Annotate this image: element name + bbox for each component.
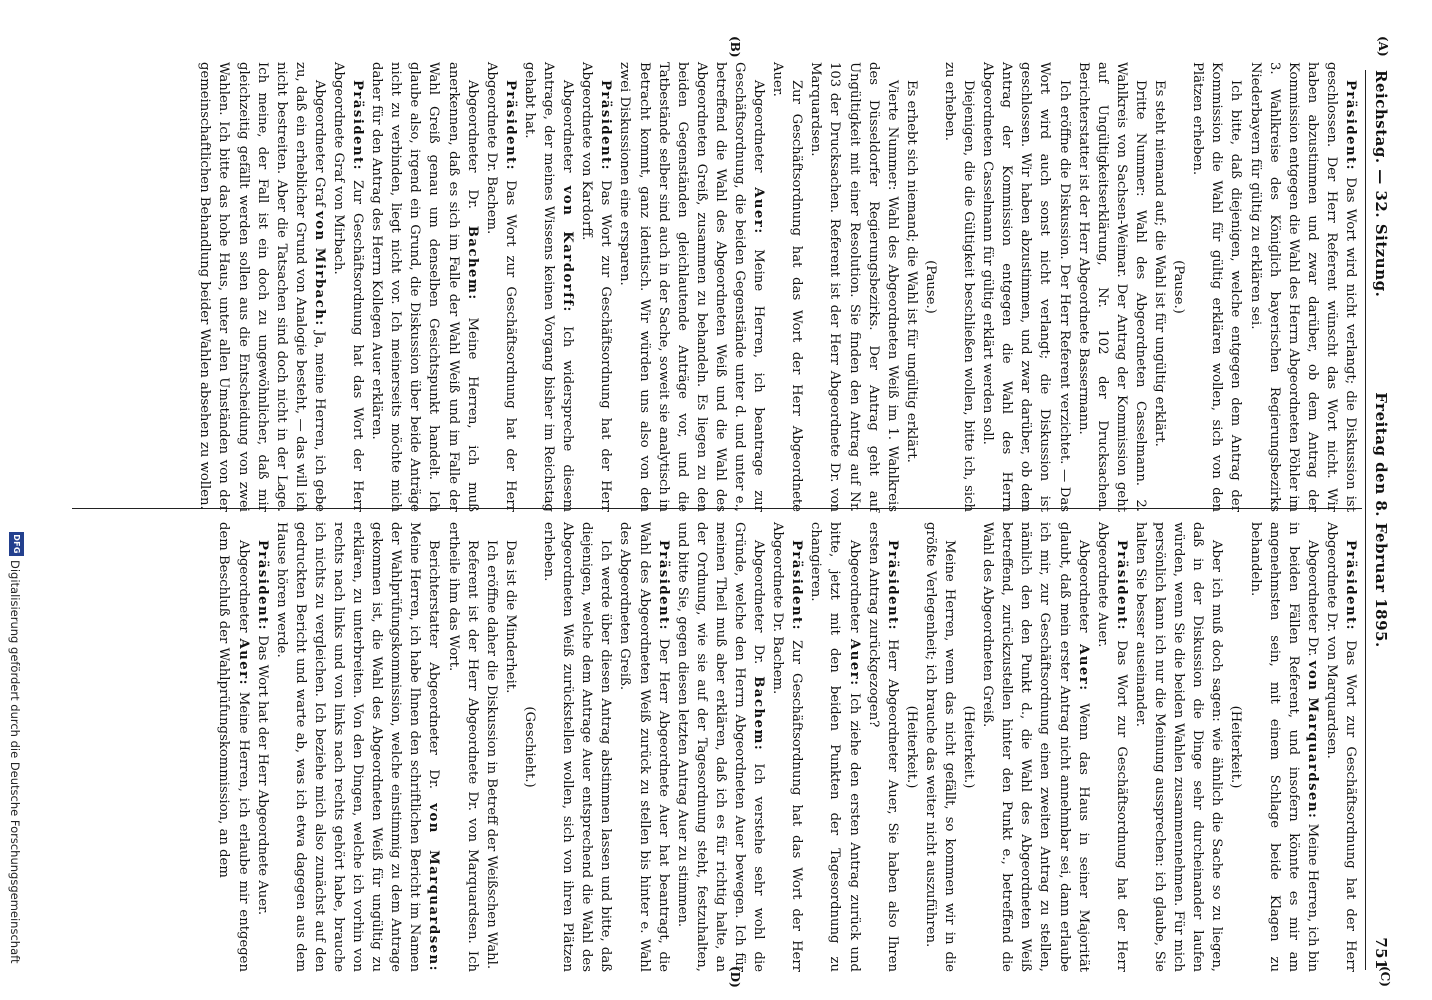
paragraph <box>539 522 615 972</box>
paragraph-text: Ich werde über diesen Antrag abstimmen lassen und bitte, daß diejenigen, welche dem Antrage Auer entsprechend die Wahl des Abgeordneten Weiß zurückstellen wollen, sich von ihren Plätzen erheben. <box>541 522 614 972</box>
speaker-name: Bachem: <box>464 225 480 301</box>
speaker-role: Abgeordneter Dr. <box>751 540 767 665</box>
paragraph <box>444 522 482 972</box>
speaker-role: Abgeordneter Dr. <box>464 80 480 209</box>
paragraph-text: Ich widerspreche diesem Antrage, der meines Wissens keinen Vorgang bisher im Reichstag gehabt hat. <box>521 62 576 512</box>
paragraph <box>1245 522 1321 972</box>
paragraph <box>902 62 921 512</box>
speaker-role: Abgeordneter <box>560 80 576 173</box>
paragraph <box>864 522 902 972</box>
paragraph-text: Diejenigen, die die Gültigkeit beschließen wollen, bitte ich, sich zu erheben. <box>942 62 977 512</box>
paragraph <box>577 62 615 512</box>
speaker-name: Präsident: <box>884 540 900 632</box>
paragraph-text: Das Wort hat der Herr Abgeordnete Auer. <box>254 635 270 916</box>
paragraph-text: Ich eröffne daher die Diskussion in Betreff der Weißschen Wahl. <box>483 540 499 970</box>
margin-marker-a: (A) <box>1376 36 1390 57</box>
paragraph <box>214 522 252 972</box>
speaker-name: von Marquardsen: <box>426 803 442 972</box>
speaker-role: Abgeordneter Dr. <box>1304 540 1320 657</box>
speaker-name: Auer: <box>1075 644 1091 692</box>
paragraph-text: Aber ich muß doch sagen: wie ähnlich die Sache so zu liegen, daß in der Diskussion die Dinge sehr durcheinander laufen würden, wenn Sie die beiden Wahlen zusammennehmen. Für mich persönlich kann ich nur die Meinung aussprechen: ich glaube, Sie halten Sie besser auseinander. <box>1132 522 1225 972</box>
paragraph-text: Der Herr Abgeordnete Auer hat beantragt, die Wahl des Abgeordneten Weiß zurück zu stellen bis hinter e. Wahl des Abgeordneten Greiß. <box>617 522 671 972</box>
paragraph <box>615 522 672 972</box>
paragraph <box>1322 522 1360 972</box>
page-number: 751 <box>1372 937 1390 970</box>
stage-direction: (Geschieht.) <box>521 706 537 788</box>
paragraph-text: Meine Herren, ich bin in beiden Fällen Referent, und insofern könnte es mir am angenehmsten sein, mit einem Schlage beide Klagen zu behandeln. <box>1247 522 1320 972</box>
paragraph-text: Meine Herren, ich muß anerkennen, daß es sich im Falle der Wahl Weiß und im Falle der Wahl Greiß genau um denselben Gesichtspunkt handelt. Ich glaube also, irgend ein Grund, die Diskussion über beide Anträge nicht zu verbinden, liegt nicht vor. Ich meinerseits möchte mich daher für den Antrag des Herrn Kollegen Auer erklären. <box>369 62 480 512</box>
paragraph-text: Wenn das Haus in seiner Majorität glaubt, daß mein erster Antrag nicht annehmbar sei, dann erlaube ich mir, zur Geschäftsordnung einen zweiten Antrag zu stellen, nämlich den den Punkt d., die Wahl des Abgeordneten Weiß betreffend, zurückzustellen hinter den Punkt e., betreffend die Wahl des Abgeordneten Greiß. <box>980 522 1091 972</box>
paragraph <box>921 522 959 972</box>
margin-marker-b: (B) <box>728 36 742 58</box>
paragraph-text: Meine Herren, ich beantrage zur Geschäftsordnung, die beiden Gegenstände unter d. und unter e., betreffend die Wahl des Abgeordneten Weiß und die Wahl des Abgeordneten Greiß, zusammen zu behandeln. Es liegen zu den beiden Gegenständen gleichlautende Anträge vor, und die Tatbestände selber sind auch in der Sache, soweit sie analytisch in Betracht kommt, ganz identisch. Wir würden uns also von den zwei Diskussionen eine ersparen. <box>617 62 767 512</box>
paragraph-text: Ich ziehe den ersten Antrag zurück und bitte, jetzt mit den beiden Punkten der Tagesordnung zu changieren. <box>808 522 862 972</box>
paragraph <box>1093 522 1131 972</box>
paragraph-text: Ich eröffne die Diskussion. Der Herr Referent verzichtet. — Das Wort wird auch sonst nicht verlangt; die Diskussion ist geschlossen. Wir haben abzustimmen, und zwar darüber, ob dem Antrag der Kommission entgegen die Wahl des Herrn Abgeordneten Casselmann für gültig erklärt werden soll. <box>980 62 1072 512</box>
paragraph <box>272 522 444 972</box>
paragraph-text: Zur Geschäftsordnung hat das Wort der Herr Abgeordnete Dr. Bachem. <box>770 522 805 972</box>
paragraph <box>940 62 978 512</box>
speaker-name: Präsident: <box>1343 80 1358 172</box>
paragraph <box>978 62 1073 512</box>
paragraph-text: Das ist die Minderheit. <box>502 540 518 694</box>
paragraph <box>673 522 768 972</box>
speaker-name: Präsident: <box>655 540 671 632</box>
speaker-role: Berichterstatter Abgeordneter Dr. <box>426 540 442 789</box>
paragraph <box>806 522 863 972</box>
speaker-name: Präsident: <box>502 80 518 172</box>
paragraph <box>195 62 329 512</box>
paragraph <box>978 522 1093 972</box>
paragraph-text: Meine Herren, ich habe Ihnen den schriftlichen Bericht im Namen der Wahlprüfungskommission, welche einstimmig zu dem Antrage gekommen ist, die Wahl des Abgeordneten Weiß für ungültig zu erklären, zu unterbreiten. Von den Dingen, welche ich vorhin von rechts nach links und von links nach rechts gehört habe, brauche ich nichts zu vergleichen. Ich beziehe mich also zunächst auf den gedruckten Bericht und warte ab, was ich etwa dagegen aus dem Hause hören werde. <box>273 522 423 972</box>
stage-direction: (Pause.) <box>1171 260 1187 314</box>
paragraph <box>1188 62 1245 512</box>
speaker-role: Abgeordneter <box>1075 540 1091 633</box>
speaker-name: Präsident: <box>350 80 366 172</box>
paragraph-text: Es erhebt sich niemand; die Wahl ist für ungültig erklärt. <box>903 80 919 463</box>
stage-direction: (Heiterkeit.) <box>903 705 919 789</box>
speaker-role: Abgeordneter Graf <box>311 80 327 207</box>
speaker-name: Auer: <box>846 639 862 687</box>
paragraph <box>482 522 501 972</box>
speaker-name: Bachem: <box>751 676 767 752</box>
paragraph-text: Das Wort zur Geschäftsordnung hat der Herr Abgeordnete Dr. von Marquardsen. <box>1323 522 1358 972</box>
paragraph <box>367 62 482 512</box>
speaker-name: Präsident: <box>598 80 614 172</box>
speaker-role: Abgeordneter <box>751 80 767 173</box>
paragraph-text: Vierte Nummer: Wahl des Abgeordneten Weiß im 1. Wahlkreis des Düsseldorfer Regierungsbezirks. Der Antrag geht auf Ungültigkeit mit einer Resolution. Sie finden den Antrag auf Nr. 103 der Drucksachen. Referent ist der Herr Abgeordnete Dr. von Marquardsen. <box>808 62 900 512</box>
paragraph <box>615 62 768 512</box>
speaker-role: Abgeordneter <box>235 540 251 633</box>
paragraph-text: Das Wort wird nicht verlangt; die Diskussion ist geschlossen. Der Herr Referent wünscht das Wort nicht. Wir haben abzustimmen und zwar darüber, ob dem Antrag der Kommission entgegen die Wahl des Herrn Abgeordneten Pöhler im 3. Wahlkreise des Königlich bayerischen Regierungsbezirks Niederbayern für gültig zu erklären sei. <box>1247 62 1358 512</box>
paragraph-text: Ja, meine Herren, ich gebe zu, daß ein erheblicher Grund von Analogie besteht, — das will ich nicht bestreiten. Aber die Tatsachen sind doch nicht in der Lage. Ich meine, der Fall ist ein doch zu ungewöhnlicher, daß mir gleichzeitig gefällt werden sollen aus die Entscheidung von zwei Wahlen. Ich bitte das hohe Haus, unter allen Umständen von der gemeinschaftlichen Behandlung beider Wahlen absehen zu wollen. <box>197 62 327 512</box>
paragraph <box>1150 62 1169 512</box>
speaker-role: Abgeordneter <box>846 540 862 633</box>
paragraph <box>253 522 272 972</box>
stage-direction: (Heiterkeit.) <box>1228 705 1244 789</box>
paragraph <box>329 62 367 512</box>
speaker-name: Auer: <box>235 638 251 686</box>
speaker-name: Präsident: <box>254 540 270 632</box>
paragraph-text: Dritte Nummer: Wahl des Abgeordneten Casselmann. 2. Wahlkreis von Sachsen-Weimar. Der Antrag der Kommission geht auf Ungültigkeitserklärung, Nr. 102 der Drucksachen. Berichterstatter ist der Herr Abgeordnete Bassermann. <box>1075 62 1148 512</box>
speaker-name: von Marquardsen: <box>1304 660 1320 820</box>
speaker-name: von Kardorff: <box>560 185 576 313</box>
paragraph-text: Es steht niemand auf; die Wahl ist für ungültig erklärt. <box>1152 80 1168 447</box>
speaker-name: Präsident: <box>789 540 805 632</box>
stage-direction: (Heiterkeit.) <box>961 705 977 789</box>
column-divider <box>72 508 1362 509</box>
paragraph <box>1131 522 1226 972</box>
paragraph <box>520 62 577 512</box>
paragraph <box>768 62 806 512</box>
header-rule <box>1365 70 1366 970</box>
right-text-column <box>214 522 1360 972</box>
paragraph-text: Das Wort zur Geschäftsordnung hat der Herr Abgeordnete von Kardorff. <box>579 62 614 512</box>
speaker-name: Präsident: <box>1113 540 1129 632</box>
speaker-name: Präsident: <box>1343 540 1358 632</box>
paragraph-text: Das Wort zur Geschäftsordnung hat der Herr Abgeordnete Dr. Bachem. <box>483 62 518 512</box>
paragraph-text: Das Wort zur Geschäftsordnung hat der Herr Abgeordnete Auer. <box>1094 522 1129 972</box>
paragraph-text: Zur Geschäftsordnung hat das Wort der Herr Abgeordnete Graf von Mirbach. <box>331 62 366 512</box>
paragraph <box>806 62 901 512</box>
stage-direction: (Pause.) <box>922 260 938 314</box>
digitization-note: Digitalisierung gefördert durch die Deutsche Forschungsgemeinschaft <box>8 560 22 964</box>
paragraph <box>1074 62 1150 512</box>
paragraph-text: Meine Herren, wenn das nicht gefällt, so kommen wir in die größte Verlegenheit; ich brauche das weiter nicht auszuführen. <box>922 522 958 972</box>
margin-marker-c: (C) <box>1378 966 1392 987</box>
paragraph-text: Meine Herren, ich erlaube mir entgegen dem Beschluß der Wahlprüfungskommission, an dem <box>216 522 251 972</box>
running-head <box>1368 70 1390 970</box>
margin-marker-d: (D) <box>728 966 742 988</box>
paragraph <box>768 522 806 972</box>
speaker-name: von Mirbach: <box>311 211 327 327</box>
paragraph <box>482 62 520 512</box>
paragraph-text: Ich bitte, daß diejenigen, welche entgegen dem Antrag der Kommission die Wahl für gültig erklären wollen, sich von den Plätzen erheben. <box>1190 62 1244 512</box>
paragraph-text: Zur Geschäftsordnung hat das Wort der Herr Abgeordnete Auer. <box>770 62 805 512</box>
dfg-logo: DFG <box>9 532 24 556</box>
left-text-column <box>195 62 1360 512</box>
paragraph <box>501 522 520 972</box>
paragraph-text: Ich verstehe sehr wohl die Gründe, welche den Herrn Abgeordneten Auer bewegen. Ich für meinen Theil muß aber erklären, daß ich es für richtig halte, an der Ordnung, wie sie auf der Tagesordnung steht, festzuhalten, und bitte Sie, gegen diesen letzten Antrag Auer zu stimmen. <box>674 522 767 973</box>
paragraph-text: Referent ist der Herr Abgeordnete Dr. von Marquardsen. Ich ertheile ihm das Wort. <box>445 522 480 972</box>
paragraph <box>1245 62 1360 512</box>
running-head-date: Freitag den 8. Februar 1895. <box>1372 392 1390 648</box>
speaker-name: Auer: <box>751 187 767 235</box>
paragraph-text: Herr Abgeordneter Auer, Sie haben also Ihren ersten Antrag zurückgezogen? <box>865 522 900 972</box>
running-head-session: Reichstag. — 32. Sitzung. <box>1372 70 1390 298</box>
